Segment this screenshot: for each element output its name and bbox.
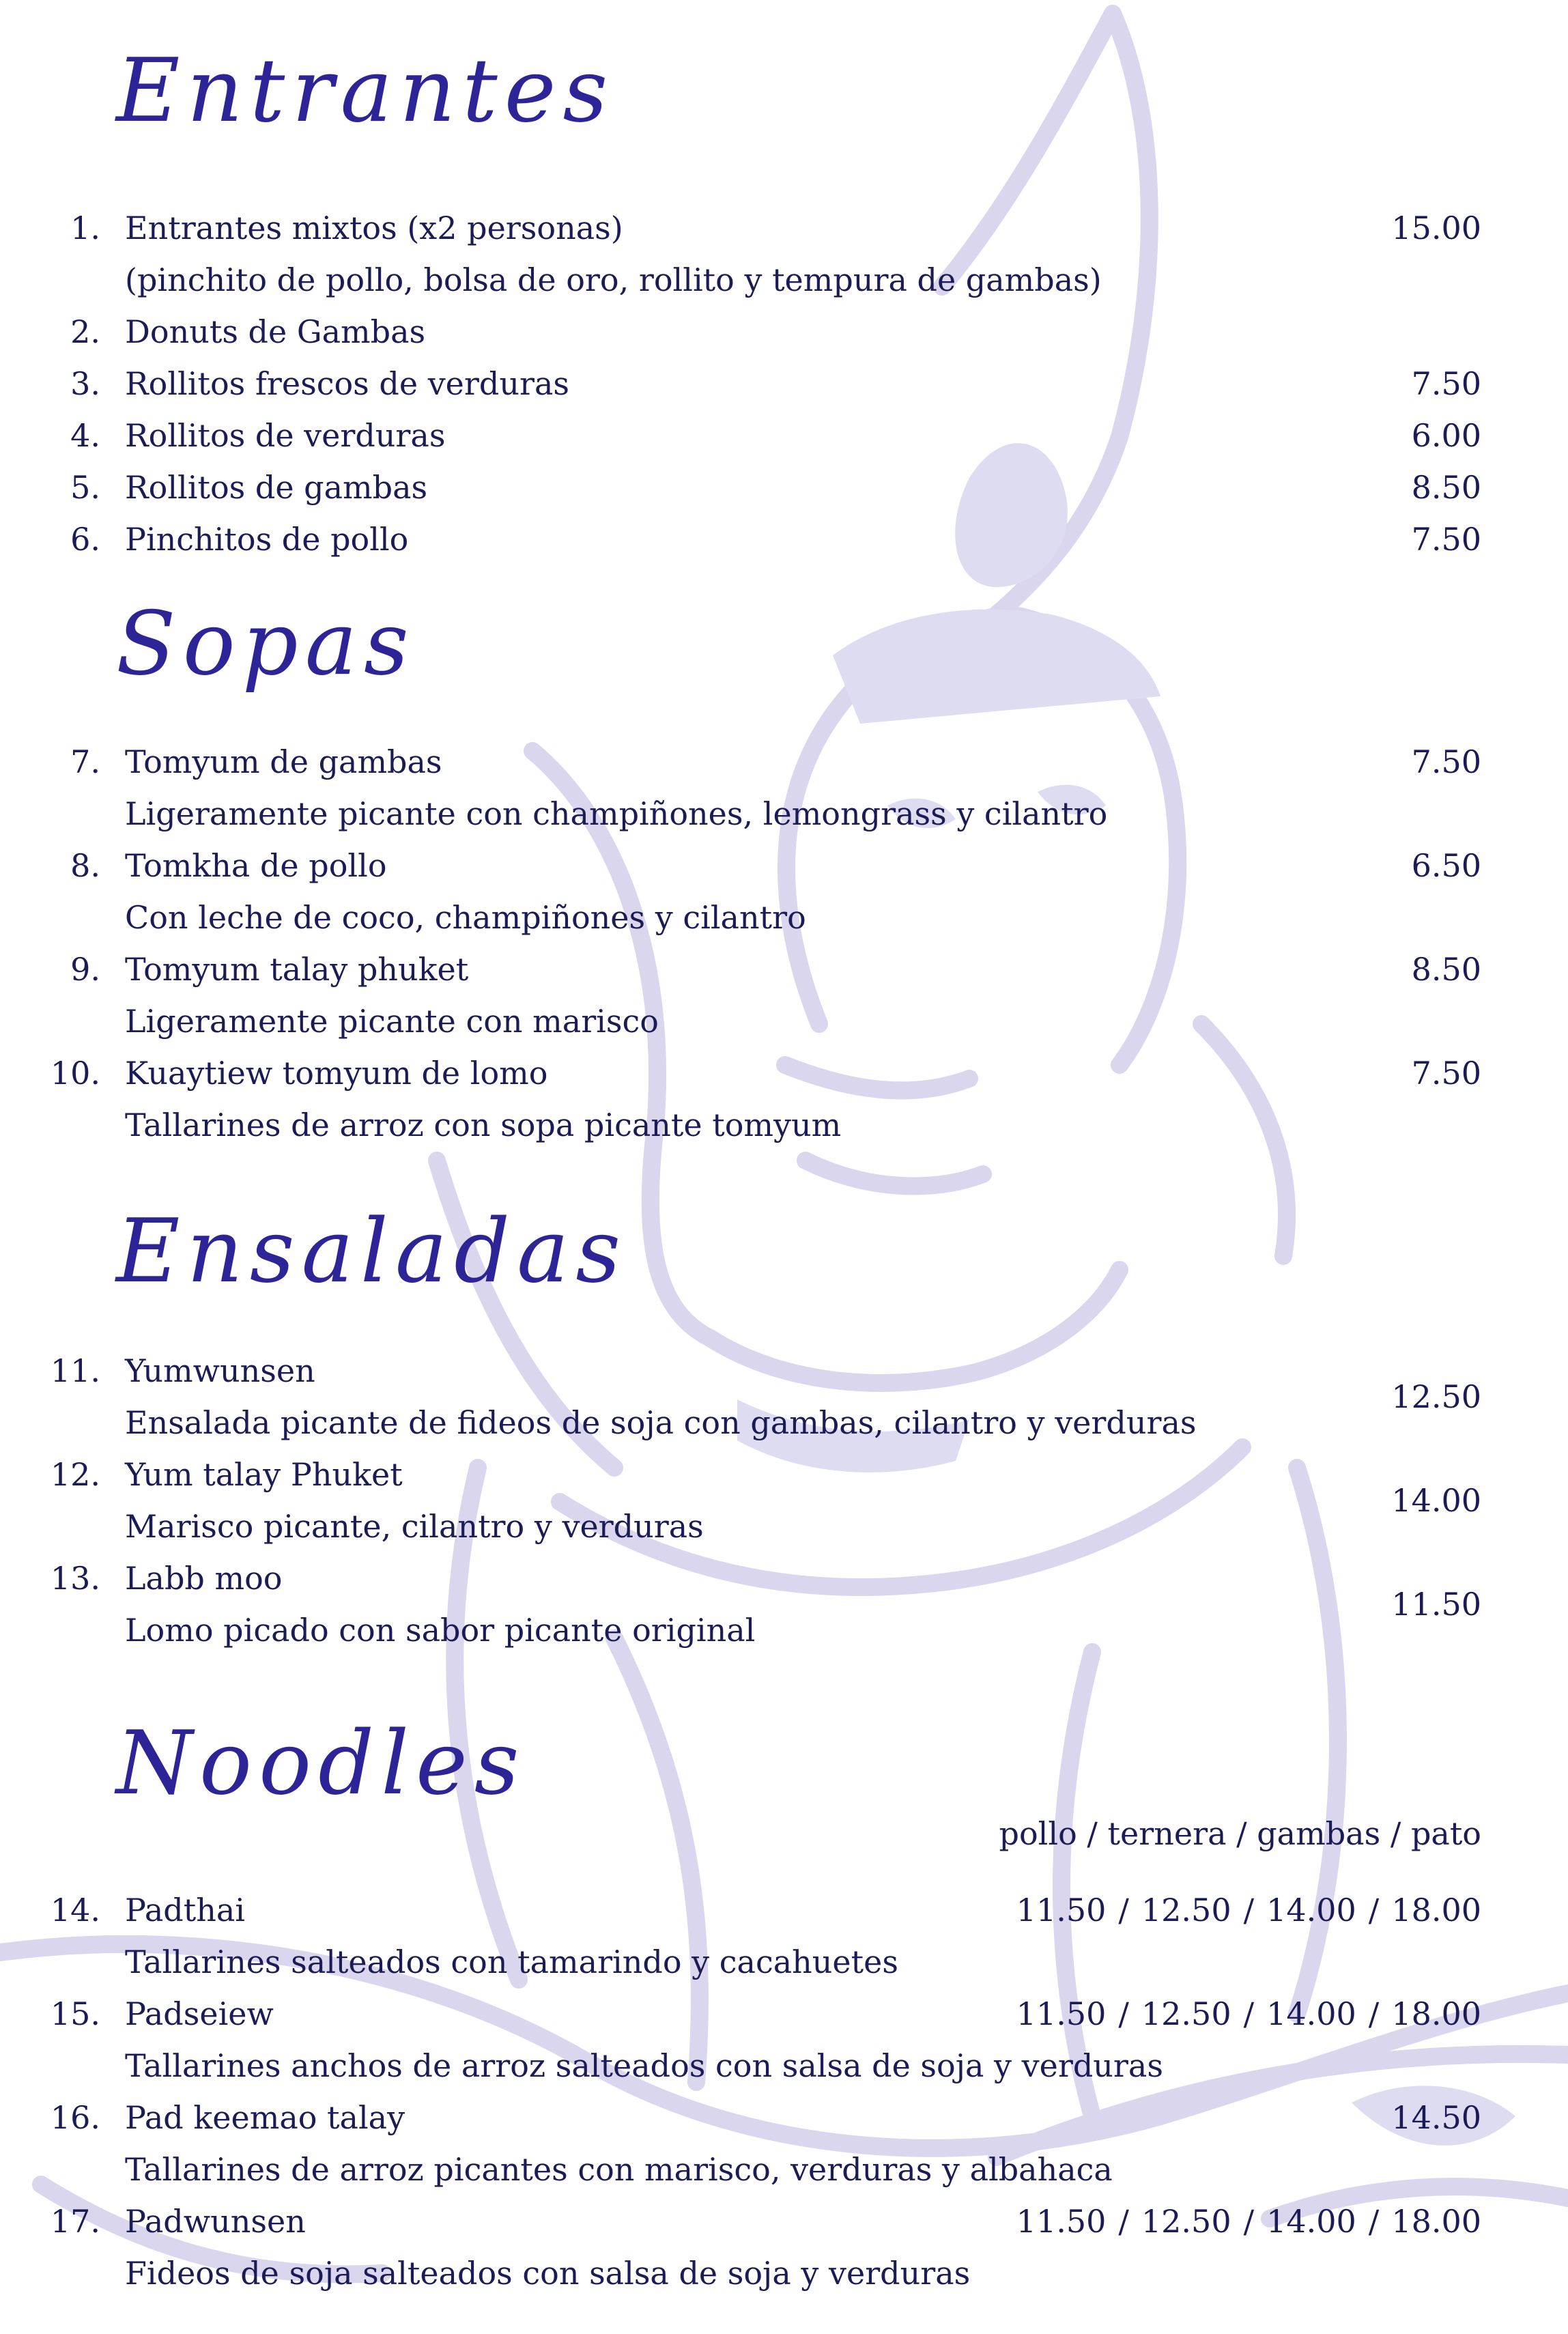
item-number: 13. [50, 1560, 100, 1597]
item-name: Yum talay Phuket [125, 1456, 403, 1493]
menu-item [0, 2195, 1568, 2247]
item-number: 6. [70, 521, 100, 558]
menu-item [0, 461, 1568, 513]
item-description: Tallarines de arroz con sopa picante tomyum [125, 1107, 842, 1143]
item-name: Donuts de Gambas [125, 313, 426, 350]
menu-item [0, 943, 1568, 995]
item-price: 7.50 [1411, 743, 1481, 780]
menu-item [0, 1047, 1568, 1099]
item-number: 7. [70, 743, 100, 780]
noodles-protein-header: pollo / ternera / gambas / pato [999, 1815, 1481, 1852]
item-description: (pinchito de pollo, bolsa de oro, rollito y tempura de gambas) [125, 261, 1102, 298]
item-price: 7.50 [1411, 521, 1481, 558]
menu-item [0, 2092, 1568, 2144]
price-gambas: 14.00 [1266, 2203, 1356, 2240]
item-description: Tallarines anchos de arroz salteados con salsa de soja y verduras [125, 2047, 1163, 2084]
menu-item [0, 410, 1568, 461]
section-title-ensaladas: Ensaladas [116, 1201, 628, 1303]
item-name: Labb moo [125, 1560, 283, 1597]
menu-item [0, 202, 1568, 254]
item-name: Yumwunsen [125, 1352, 315, 1389]
item-number: 4. [70, 417, 100, 454]
item-description: Tallarines de arroz picantes con marisco, verduras y albahaca [125, 2151, 1113, 2188]
menu-item [0, 1884, 1568, 1936]
price-separator: / [1243, 2203, 1255, 2240]
item-price: 8.50 [1411, 469, 1481, 506]
item-description: Ligeramente picante con champiñones, lemongrass y cilantro [125, 795, 1108, 832]
price-gambas: 14.00 [1266, 1892, 1356, 1929]
menu-item [0, 840, 1568, 892]
item-name: Rollitos de gambas [125, 469, 428, 506]
item-number: 8. [70, 847, 100, 884]
price-separator: / [1118, 1892, 1129, 1929]
item-description: Marisco picante, cilantro y verduras [125, 1508, 704, 1545]
price-ternera: 12.50 [1141, 2203, 1231, 2240]
price-pollo: 11.50 [1016, 1995, 1107, 2032]
price-separator: / [1118, 1995, 1129, 2032]
section-title-noodles: Noodles [116, 1713, 526, 1814]
section-title-sopas: Sopas [116, 593, 416, 695]
price-separator: / [1368, 1995, 1380, 2032]
item-number: 15. [50, 1995, 100, 2032]
item-name: Padthai [125, 1892, 246, 1929]
item-number: 17. [50, 2203, 100, 2240]
price-separator: / [1368, 2203, 1380, 2240]
price-separator: / [1368, 1892, 1380, 1929]
menu-item [0, 306, 1568, 358]
item-price: 6.50 [1411, 847, 1481, 884]
item-name: Kuaytiew tomyum de lomo [125, 1055, 548, 1092]
item-description: Lomo picado con sabor picante original [125, 1612, 756, 1649]
item-price-options [1016, 1884, 1481, 1936]
price-gambas: 14.00 [1266, 1995, 1356, 2032]
item-description: Ligeramente picante con marisco [125, 1003, 659, 1040]
item-number: 12. [50, 1456, 100, 1493]
price-separator: / [1243, 1995, 1255, 2032]
menu-item [0, 1345, 1568, 1415]
item-number: 14. [50, 1892, 100, 1929]
item-price: 11.50 [1391, 1586, 1481, 1623]
item-price: 12.50 [1391, 1378, 1481, 1415]
price-ternera: 12.50 [1141, 1892, 1231, 1929]
item-price: 7.50 [1411, 365, 1481, 402]
item-number: 10. [50, 1055, 100, 1092]
item-price: 14.00 [1391, 1482, 1481, 1519]
item-price: 7.50 [1411, 1055, 1481, 1092]
menu-item [0, 1552, 1568, 1623]
item-name: Pad keemao talay [125, 2099, 405, 2136]
menu-item [0, 1988, 1568, 2040]
item-price: 8.50 [1411, 951, 1481, 988]
item-price-options [1016, 1988, 1481, 2040]
menu-item [0, 513, 1568, 565]
item-name: Tomyum talay phuket [125, 951, 469, 988]
item-name: Rollitos de verduras [125, 417, 446, 454]
item-price: 6.00 [1411, 417, 1481, 454]
price-ternera: 12.50 [1141, 1995, 1231, 2032]
item-description: Fideos de soja salteados con salsa de soja y verduras [125, 2255, 971, 2292]
menu-item [0, 358, 1568, 410]
item-number: 9. [70, 951, 100, 988]
item-number: 16. [50, 2099, 100, 2136]
item-price: 14.50 [1391, 2099, 1481, 2136]
item-price-options [1016, 2195, 1481, 2247]
item-name: Tomyum de gambas [125, 743, 442, 780]
price-separator: / [1118, 2203, 1129, 2240]
item-number: 11. [50, 1352, 100, 1389]
price-pato: 18.00 [1391, 1995, 1481, 2032]
item-number: 5. [70, 469, 100, 506]
item-price: 15.00 [1391, 210, 1481, 246]
item-name: Entrantes mixtos (x2 personas) [125, 210, 623, 246]
section-title-entrantes: Entrantes [116, 40, 615, 142]
item-name: Pinchitos de pollo [125, 521, 409, 558]
item-name: Padwunsen [125, 2203, 306, 2240]
item-number: 1. [70, 210, 100, 246]
item-name: Tomkha de pollo [125, 847, 387, 884]
item-description: Ensalada picante de fideos de soja con gambas, cilantro y verduras [125, 1404, 1197, 1441]
item-description: Tallarines salteados con tamarindo y cacahuetes [125, 1944, 898, 1980]
menu-item [0, 736, 1568, 788]
item-name: Rollitos frescos de verduras [125, 365, 569, 402]
item-description: Con leche de coco, champiñones y cilantro [125, 899, 806, 936]
price-pato: 18.00 [1391, 1892, 1481, 1929]
menu-item [0, 1449, 1568, 1519]
item-name: Padseiew [125, 1995, 274, 2032]
price-separator: / [1243, 1892, 1255, 1929]
item-number: 3. [70, 365, 100, 402]
price-pato: 18.00 [1391, 2203, 1481, 2240]
price-pollo: 11.50 [1016, 1892, 1107, 1929]
price-pollo: 11.50 [1016, 2203, 1107, 2240]
item-number: 2. [70, 313, 100, 350]
